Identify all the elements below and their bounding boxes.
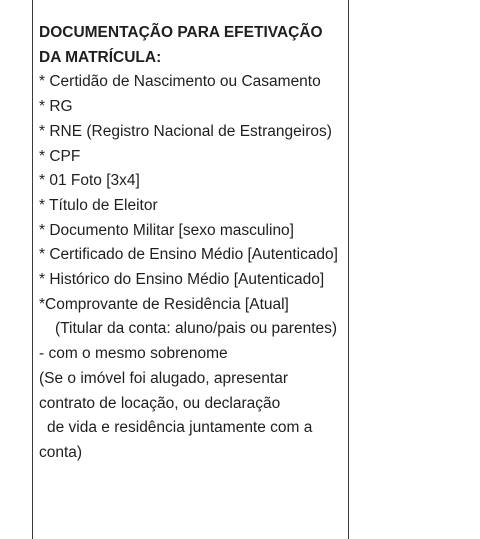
document-requirements-list: [39, 70, 344, 317]
list-item: *Comprovante de Residência [Atual]: [39, 295, 289, 313]
list-item: * CPF: [39, 147, 81, 165]
document-heading: DOCUMENTAÇÃO PARA EFETIVAÇÃO DA MATRÍCULA:: [39, 24, 323, 66]
list-item: * Certidão de Nascimento ou Casamento: [39, 73, 321, 91]
holder-note: (Titular da conta: aluno/pais ou parentes) - com o mesmo sobrenome: [39, 320, 338, 363]
list-item: * Título de Eleitor: [39, 196, 158, 214]
list-item: * RNE (Registro Nacional de Estrangeiros): [39, 122, 332, 140]
document-content: [39, 21, 344, 466]
list-item: * Certificado de Ensino Médio [Autenticado]: [39, 246, 338, 264]
rental-note-line-1: (Se o imóvel foi alugado, apresentar contrato de locação, ou declaração: [39, 369, 289, 412]
list-item: * Histórico do Ensino Médio [Autenticado]: [39, 271, 325, 289]
list-item: * Documento Militar [sexo masculino]: [39, 221, 294, 239]
rental-note-line-2: de vida e residência juntamente com a conta): [39, 419, 313, 461]
list-item: * 01 Foto [3x4]: [39, 172, 140, 190]
list-item: * RG: [39, 98, 73, 116]
